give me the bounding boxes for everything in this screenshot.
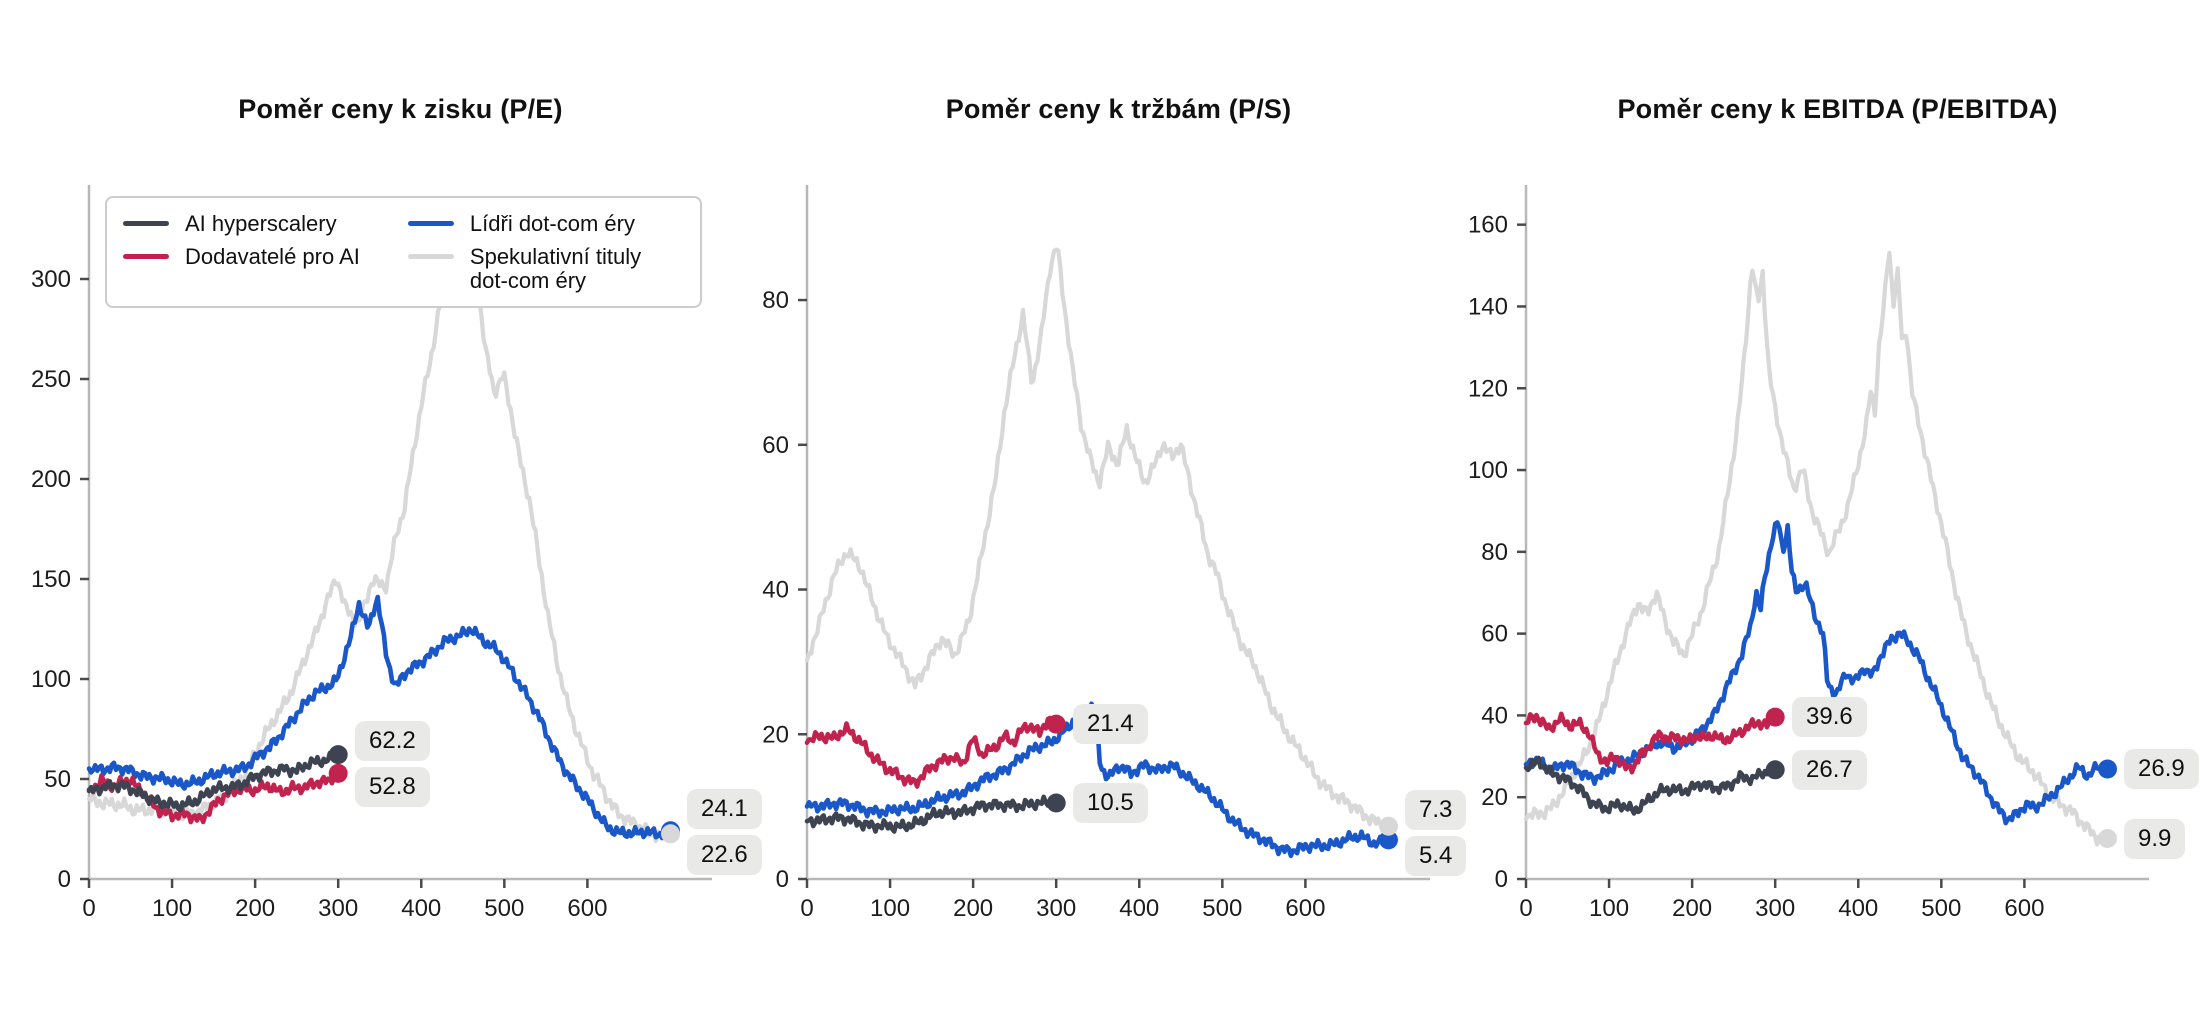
chart-title: Poměr ceny k tržbám (P/S) — [945, 94, 1292, 124]
end-value-label: 39.6 — [1792, 697, 1867, 737]
y-tick-label: 0 — [57, 866, 71, 893]
series-end-dot-dodavatele_pro_ai — [329, 764, 348, 783]
x-tick-label: 600 — [1285, 895, 1326, 922]
x-tick-label: 300 — [318, 895, 359, 922]
end-value-label: 9.9 — [2124, 819, 2185, 859]
x-tick-label: 0 — [1519, 895, 1533, 922]
series-end-dot-ai_hyperscalery — [1766, 760, 1785, 779]
series-end-dot-ai_hyperscalery — [1047, 794, 1066, 813]
x-tick-label: 500 — [484, 895, 525, 922]
end-value-label: 5.4 — [1405, 836, 1466, 876]
pe-chart — [0, 0, 780, 1033]
legend-line-swatch-ai-hyperscalery — [123, 221, 169, 226]
y-tick-label: 0 — [775, 866, 789, 893]
y-tick-label: 120 — [1467, 375, 1508, 403]
plot-area — [1437, 130, 2167, 930]
series-end-dot-dodavatele_pro_ai — [1047, 715, 1066, 734]
x-tick-label: 200 — [235, 895, 276, 922]
x-tick-label: 400 — [1838, 895, 1879, 922]
x-tick-label: 600 — [567, 895, 608, 922]
x-tick-label: 300 — [1755, 895, 1796, 922]
y-tick-label: 60 — [762, 431, 789, 459]
x-tick-label: 200 — [953, 895, 994, 922]
y-tick-label: 0 — [1494, 866, 1508, 893]
series-end-dot-spekulativni_dotcom — [2098, 829, 2117, 848]
x-tick-label: 400 — [401, 895, 442, 922]
legend-line-swatch-lidri-dotcom — [408, 221, 454, 226]
legend-item — [123, 212, 360, 236]
y-tick-label: 60 — [1481, 620, 1508, 648]
x-tick-label: 600 — [2004, 895, 2045, 922]
x-tick-label: 100 — [1589, 895, 1630, 922]
y-tick-label: 300 — [30, 266, 71, 293]
legend-line-swatch-dodavatele-pro-ai — [123, 254, 169, 259]
series-end-dot-spekulativni_dotcom — [1379, 817, 1398, 836]
series-end-dot-spekulativni_dotcom — [661, 824, 680, 843]
x-tick-label: 200 — [1672, 895, 1713, 922]
y-tick-label: 140 — [1467, 293, 1508, 321]
legend-item — [408, 245, 678, 293]
y-tick-label: 150 — [30, 566, 71, 593]
series-end-dot-ai_hyperscalery — [329, 745, 348, 764]
x-tick-label: 100 — [870, 895, 911, 922]
y-tick-label: 100 — [1467, 457, 1508, 485]
end-value-label: 7.3 — [1405, 790, 1466, 830]
y-tick-label: 250 — [30, 366, 71, 393]
legend-line-swatch-spekulativni-dotcom — [408, 254, 454, 259]
end-value-label: 26.7 — [1792, 750, 1867, 790]
end-value-label: 52.8 — [355, 767, 430, 807]
y-tick-label: 200 — [30, 466, 71, 493]
series-end-dot-lidri_dotcom — [2098, 760, 2117, 779]
x-tick-label: 0 — [82, 895, 96, 922]
end-value-label: 62.2 — [355, 721, 430, 761]
ps-chart — [718, 0, 1498, 1033]
y-tick-label: 80 — [1481, 538, 1508, 566]
end-value-label: 22.6 — [687, 835, 762, 875]
y-tick-label: 160 — [1467, 211, 1508, 239]
end-value-label: 21.4 — [1073, 704, 1148, 744]
legend-label: Spekulativní tituly dot-com éry — [469, 244, 642, 294]
end-value-label: 10.5 — [1073, 783, 1148, 823]
x-tick-label: 300 — [1036, 895, 1077, 922]
end-value-label: 24.1 — [687, 789, 762, 829]
y-tick-label: 50 — [44, 766, 71, 793]
y-tick-label: 20 — [1481, 784, 1508, 812]
legend — [105, 196, 702, 308]
y-tick-label: 40 — [762, 576, 789, 604]
p-ebitda-chart — [1437, 0, 2200, 1033]
series-end-dot-dodavatele_pro_ai — [1766, 708, 1785, 727]
legend-label: Lídři dot-com éry — [469, 211, 635, 236]
end-value-label: 26.9 — [2124, 749, 2199, 789]
legend-item — [408, 212, 678, 236]
legend-label: Dodavatelé pro AI — [185, 244, 360, 270]
y-tick-label: 40 — [1481, 702, 1508, 730]
chart-title: Poměr ceny k zisku (P/E) — [238, 94, 563, 124]
legend-label: AI hyperscalery — [185, 211, 337, 236]
x-tick-label: 400 — [1119, 895, 1160, 922]
x-tick-label: 100 — [152, 895, 193, 922]
series-line-dodavatele_pro_ai — [807, 718, 1056, 787]
y-tick-label: 20 — [762, 721, 789, 749]
x-tick-label: 500 — [1921, 895, 1962, 922]
x-tick-label: 500 — [1202, 895, 1243, 922]
x-tick-label: 0 — [800, 895, 814, 922]
y-tick-label: 100 — [30, 666, 71, 693]
y-tick-label: 80 — [762, 287, 789, 315]
legend-item — [123, 245, 360, 293]
chart-title: Poměr ceny k EBITDA (P/EBITDA) — [1617, 94, 2058, 124]
